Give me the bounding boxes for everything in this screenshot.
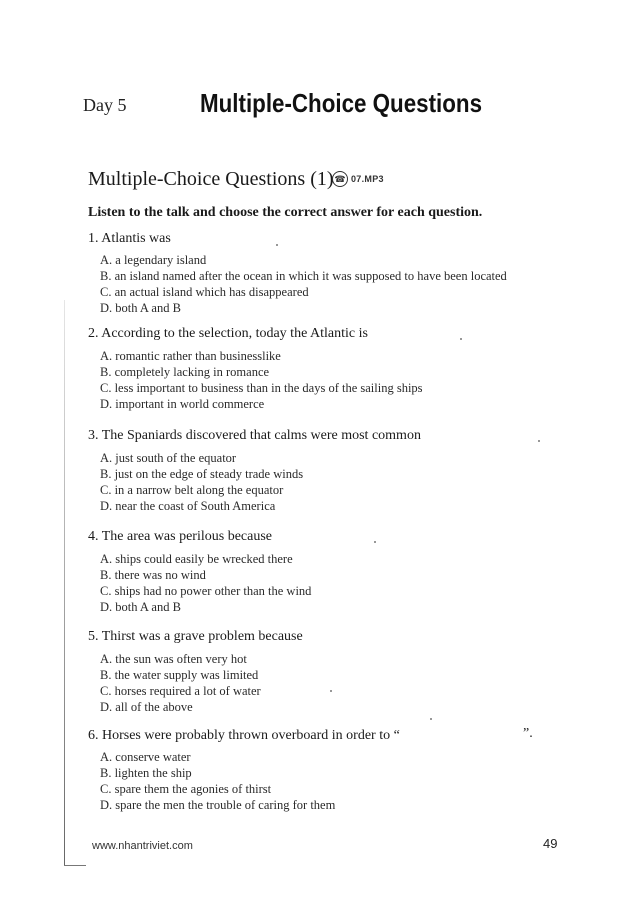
question-2-option-a: A. romantic rather than businesslike: [100, 349, 281, 363]
question-2-option-b: B. completely lacking in romance: [100, 365, 270, 379]
question-3-option-c: C. in a narrow belt along the equator: [100, 483, 284, 497]
audio-reference: [332, 171, 384, 187]
scan-edge-foot: [64, 865, 86, 866]
question-5-option-c: C. horses required a lot of water: [100, 684, 261, 698]
page-title: Multiple-Choice Questions: [200, 88, 483, 118]
instruction-text: Listen to the talk and choose the correct answer for each question.: [88, 205, 483, 220]
question-6-stem: 6. Horses were probably thrown overboard in order to “: [88, 728, 400, 743]
section-title: Multiple-Choice Questions (1): [88, 168, 334, 190]
scan-speck: [330, 690, 332, 692]
scan-speck: [538, 440, 540, 442]
audio-file-label: 07.MP3: [351, 174, 384, 184]
question-1-option-a: A. a legendary island: [100, 253, 207, 267]
scan-speck: [276, 244, 278, 246]
question-5-option-b: B. the water supply was limited: [100, 668, 259, 682]
scan-speck: [460, 338, 462, 340]
question-5-option-d: D. all of the above: [100, 700, 193, 714]
question-2-option-d: D. important in world commerce: [100, 397, 265, 411]
question-4-option-b: B. there was no wind: [100, 568, 206, 582]
question-2-option-c: C. less important to business than in the days of the sailing ships: [100, 381, 423, 395]
question-2-stem: 2. According to the selection, today the Atlantic is: [88, 326, 368, 341]
question-6-option-d: D. spare the men the trouble of caring for them: [100, 798, 336, 812]
question-6-stem-close: ”.: [523, 726, 533, 741]
question-6-option-b: B. lighten the ship: [100, 766, 192, 780]
question-4-option-a: A. ships could easily be wrecked there: [100, 552, 293, 566]
question-5-option-a: A. the sun was often very hot: [100, 652, 247, 666]
question-3-stem: 3. The Spaniards discovered that calms were most common: [88, 428, 421, 443]
page-number: 49: [543, 836, 558, 851]
question-4-option-c: C. ships had no power other than the wind: [100, 584, 312, 598]
question-1-option-b: B. an island named after the ocean in which it was supposed to have been located: [100, 269, 507, 283]
question-6-option-a: A. conserve water: [100, 750, 191, 764]
question-3-option-d: D. near the coast of South America: [100, 499, 276, 513]
scan-speck: [430, 718, 432, 720]
headphones-icon: ☎: [332, 171, 348, 187]
question-1-option-d: D. both A and B: [100, 301, 181, 315]
question-1-stem: 1. Atlantis was: [88, 231, 171, 246]
question-3-option-a: A. just south of the equator: [100, 451, 237, 465]
question-1-option-c: C. an actual island which has disappeared: [100, 285, 309, 299]
scan-edge-line: [64, 300, 65, 865]
question-4-stem: 4. The area was perilous because: [88, 529, 272, 544]
day-label: Day 5: [83, 95, 127, 115]
question-5-stem: 5. Thirst was a grave problem because: [88, 629, 303, 644]
scan-speck: [374, 541, 376, 543]
question-3-option-b: B. just on the edge of steady trade winds: [100, 467, 304, 481]
footer-url: www.nhantriviet.com: [92, 840, 193, 852]
question-6-option-c: C. spare them the agonies of thirst: [100, 782, 272, 796]
question-4-option-d: D. both A and B: [100, 600, 181, 614]
